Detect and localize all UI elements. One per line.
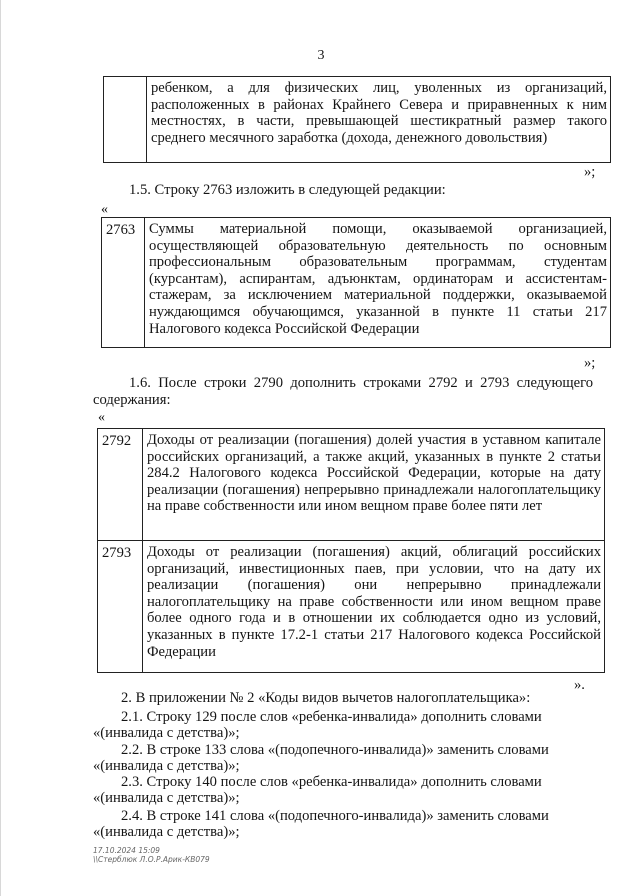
item-2-3-line1: 2.3. Строку 140 после слов «ребенка-инвалида» дополнить словами xyxy=(121,774,542,790)
page-number: 3 xyxy=(317,48,325,63)
code-cell: 2793 xyxy=(98,541,143,673)
table-row xyxy=(98,541,605,673)
closing-quote: »; xyxy=(584,355,596,371)
item-2-3-line2: «(инвалида с детства)»; xyxy=(93,790,240,806)
paragraph-1-5: 1.5. Строку 2763 изложить в следующей редакции: xyxy=(129,182,446,198)
paragraph-2: 2. В приложении № 2 «Коды видов вычетов налогоплательщика»: xyxy=(121,690,531,706)
table-new-rows xyxy=(97,428,605,673)
footer-path: \\Стерблюк Л.О.Р.Арик-КВ079 xyxy=(93,855,210,864)
text-cell: Доходы от реализации (погашения) долей участия в уставном капитале российских организаций, а также акций, указанных в пункте 2 статьи 284.2 Налогового кодекса Российской Федерации, которые на дату реализации (погашения) непрерывно принадлежали налогоплательщику на праве собственности или ином вещном праве более пяти лет xyxy=(143,429,605,541)
item-2-4-line1: 2.4. В строке 141 слова «(подопечного-инвалида)» заменить словами xyxy=(121,808,549,824)
footer-date: 17.10.2024 15:09 xyxy=(93,846,160,855)
opening-quote: « xyxy=(98,410,105,425)
item-2-1-line1: 2.1. Строку 129 после слов «ребенка-инвалида» дополнить словами xyxy=(121,709,542,725)
table-row xyxy=(102,218,611,348)
closing-quote: »; xyxy=(584,164,596,180)
code-cell: 2763 xyxy=(102,218,145,348)
continued-table xyxy=(103,76,611,163)
paragraph-1-6: 1.6. После строки 2790 дополнить строками 2792 и 2793 следующего содержания: xyxy=(93,375,593,408)
text-cell: Суммы материальной помощи, оказываемой организацией, осуществляющей образовательную деятельность по основным профессиональным образовательным программам, студентам (курсантам), аспирантам, адъюнктам, ординаторам и ассистентам-стажерам, за исключением материальной поддержки, оказываемой нуждающимся обучающимся, указанной в пункте 11 статьи 217 Налогового кодекса Российской Федерации xyxy=(145,218,611,348)
opening-quote: « xyxy=(101,202,108,217)
table-row xyxy=(104,77,611,163)
item-2-2-line1: 2.2. В строке 133 слова «(подопечного-инвалида)» заменить словами xyxy=(121,742,549,758)
table-2763 xyxy=(101,217,611,348)
text-cell: Доходы от реализации (погашения) акций, облигаций российских организаций, инвестиционных паев, при условии, что на дату их реализации (погашения) они непрерывно принадлежали налогоплательщику на праве собственности или ином вещном праве более одного года и в отношении их соблюдается одно из условий, указанных в пункте 17.2-1 статьи 217 Налогового кодекса Российской Федерации xyxy=(143,541,605,673)
code-cell xyxy=(104,77,147,163)
table-row xyxy=(98,429,605,541)
item-2-1-line2: «(инвалида с детства)»; xyxy=(93,725,240,741)
item-2-2-line2: «(инвалида с детства)»; xyxy=(93,758,240,774)
closing-quote: ». xyxy=(574,677,585,693)
item-2-4-line2: «(инвалида с детства)»; xyxy=(93,824,240,840)
footer-stamp xyxy=(93,846,210,864)
text-cell: ребенком, а для физических лиц, уволенных из организаций, расположенных в районах Крайнего Севера и приравненных к ним местностях, в части, превышающей шестикратный размер такого среднего месячного заработка (дохода, денежного довольствия) xyxy=(147,77,611,163)
code-cell: 2792 xyxy=(98,429,143,541)
